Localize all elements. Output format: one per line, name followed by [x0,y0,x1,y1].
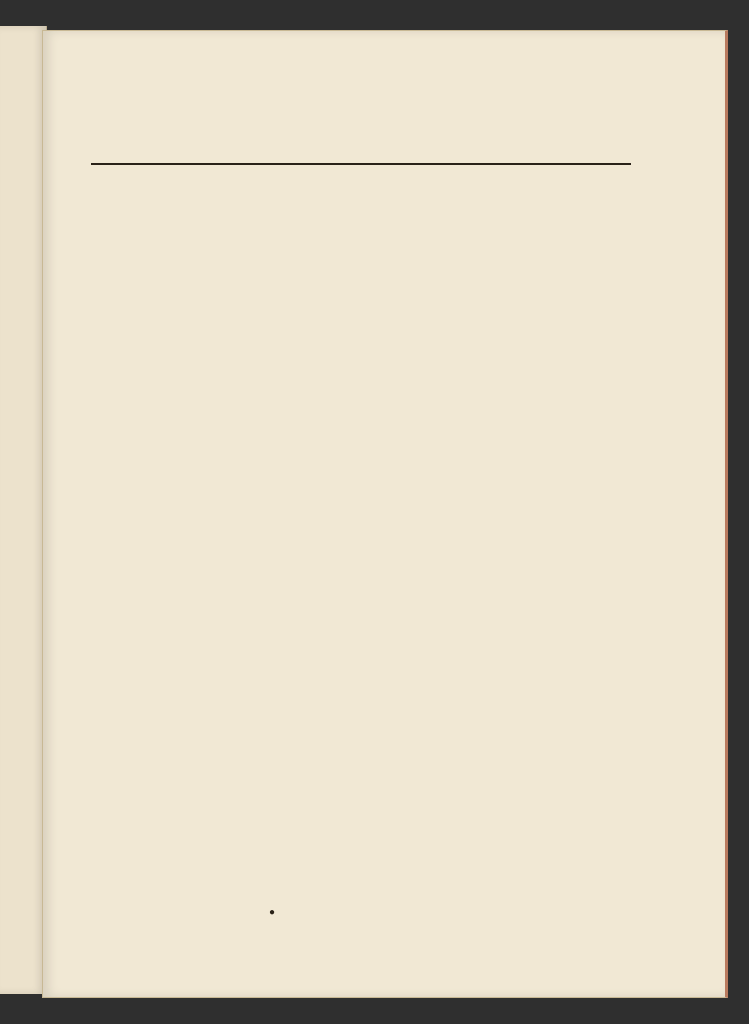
facing-page-edge [0,26,47,994]
book-page [42,30,728,998]
article-heading-line2 [91,195,636,215]
journal-title [91,85,636,117]
ornament-dot-icon: ● [269,907,276,918]
article-heading [91,175,636,195]
article-heading-line3 [91,215,636,235]
section-rule [91,163,631,165]
journal-date [91,117,636,149]
page-text [91,71,636,250]
